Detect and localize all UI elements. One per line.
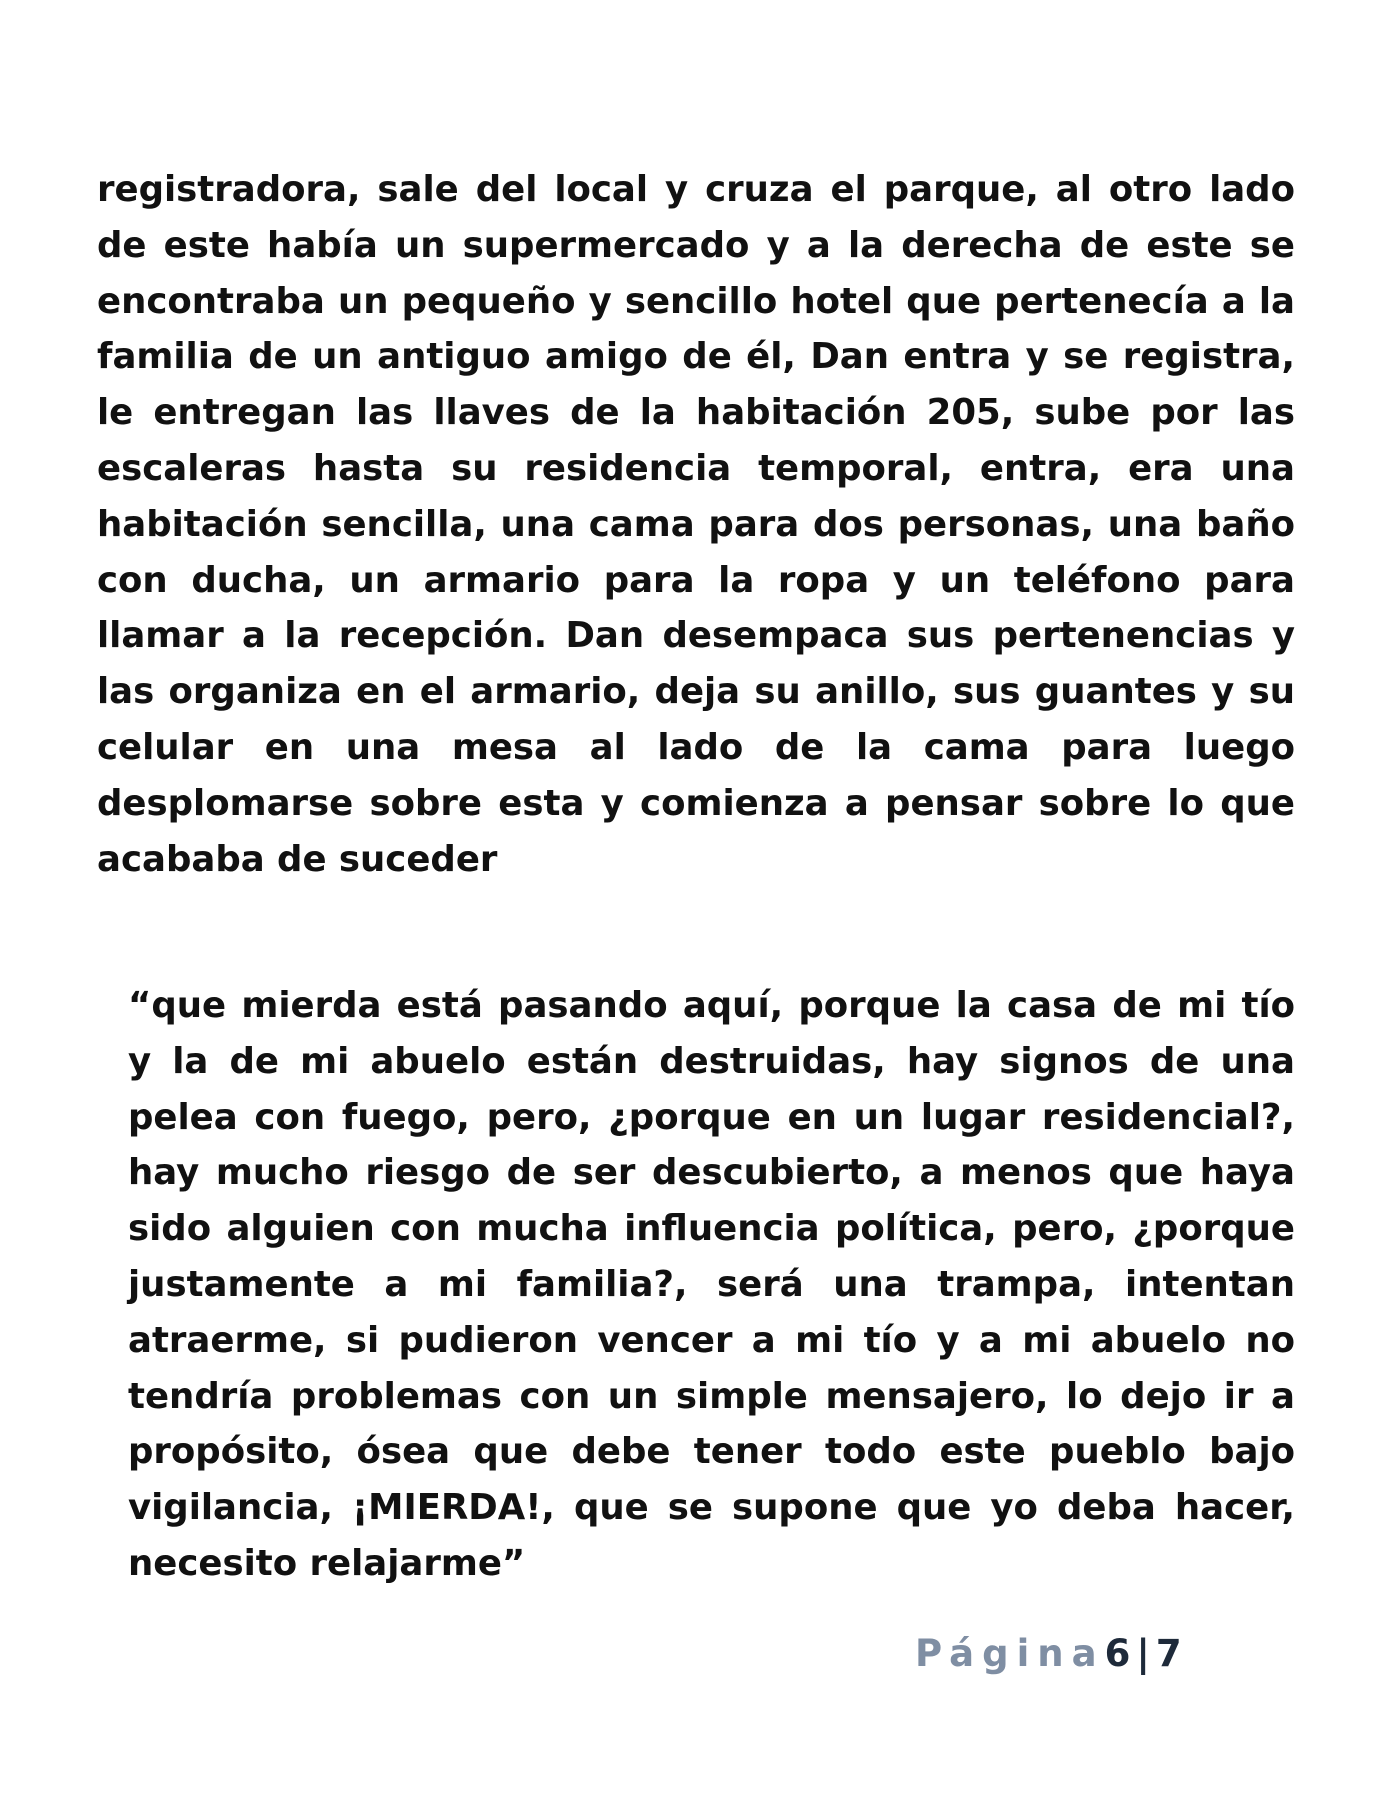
quoted-thought-paragraph: “que mierda está pasando aquí, porque la casa de mi tío y la de mi abuelo están destruidas, hay signos de una pelea con fuego, pero, ¿porque en un lugar residencial?, hay mucho riesgo de ser descubierto, a menos que haya sido alguien con mucha influencia política, pero, ¿porque justamente a mi familia?, será una trampa, intentan atraerme, si pudieron vencer a mi tío y a mi abuelo no tendría problemas con un simple mensajero, lo dejo ir a propósito, ósea que debe tener todo este pueblo bajo vigilancia, ¡MIERDA!, que se supone que yo deba hacer, necesito relajarme” [128, 985, 1295, 1584]
page-label: Página [915, 1632, 1105, 1675]
page-footer [915, 1632, 1182, 1676]
page-separator: | [1136, 1632, 1150, 1675]
page-number: 6 [1104, 1632, 1131, 1675]
body-paragraph: registradora, sale del local y cruza el parque, al otro lado de este había un supermercado y a la derecha de este se encontraba un pequeño y sencillo hotel que pertenecía a la familia de un antiguo amigo de él, Dan entra y se registra, le entregan las llaves de la habitación 205, sube por las escaleras hasta su residencia temporal, entra, era una habitación sencilla, una cama para dos personas, una baño con ducha, un armario para la ropa y un teléfono para llamar a la recepción. Dan desempaca sus pertenencias y las organiza en el armario, deja su anillo, sus guantes y su celular en una mesa al lado de la cama para luego desplomarse sobre esta y comienza a pensar sobre lo que acababa de suceder [97, 169, 1295, 880]
page-total: 7 [1155, 1632, 1182, 1675]
